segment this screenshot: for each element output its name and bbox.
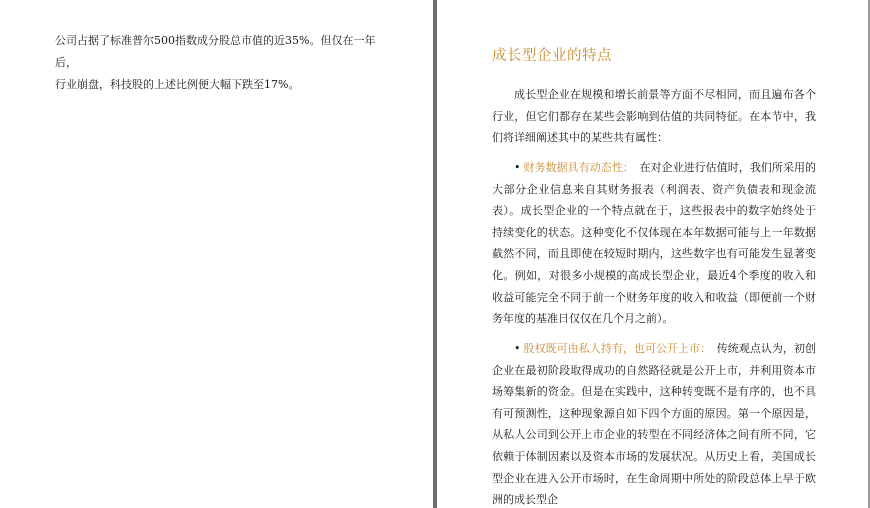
bullet-item-financial-dynamics (492, 157, 816, 330)
bullet-icon: • (514, 161, 521, 174)
bullet-body: 传统观点认为，初创企业在最初阶段取得成功的自然路径就是公开上市，并利用资本市场筹集新的资金。但是在实践中，这种转变既不是有序的，也不具有可预测性，这种现象源自如下四个方面的原因。第一个原因是，从私人公司到公开上市企业的转型在不同经济体之间有所不同，它依赖于体制因素以及资本市场的发展状况。从历史上看，美国成长型企业在进入公开市场时，在生命周期中所处的阶段总体上早于欧洲的成长型企 (492, 342, 817, 507)
bullet-icon: • (514, 342, 521, 355)
left-line-1: 公司占据了标准普尔500指数成分股总市值的近35%。但仅在一年后， (55, 34, 376, 69)
left-line-2: 行业崩盘，科技股的上述比例便大幅下跌至17%。 (55, 78, 300, 91)
right-page (437, 0, 870, 508)
left-page (0, 0, 433, 508)
left-page-text (55, 30, 385, 96)
bullet-item-ownership (492, 338, 816, 508)
bullet-term: 财务数据具有动态性： (523, 161, 634, 174)
bullet-body: 在对企业进行估值时，我们所采用的大部分企业信息来自其财务报表（利润表、资产负债表和现金流表）。成长型企业的一个特点就在于，这些报表中的数字始终处于持续变化的状态。这种变化不仅体现在本年数据可能与上一年数据截然不同，而且即使在较短时期内，这些数字也有可能发生显著变化。例如，对很多小规模的高成长型企业，最近4个季度的收入和收益可能完全不同于前一个财务年度的收入和收益（即便前一个财务年度的基准日仅仅在几个月之前）。 (492, 161, 817, 326)
bullet-term: 股权既可由私人持有，也可公开上市： (523, 342, 712, 355)
intro-paragraph: 成长型企业在规模和增长前景等方面不尽相同，而且遍布各个行业，但它们都存在某些会影响到估值的共同特征。在本节中，我们将详细阐述其中的某些共有属性： (492, 88, 816, 145)
section-heading: 成长型企业的特点 (492, 48, 612, 64)
